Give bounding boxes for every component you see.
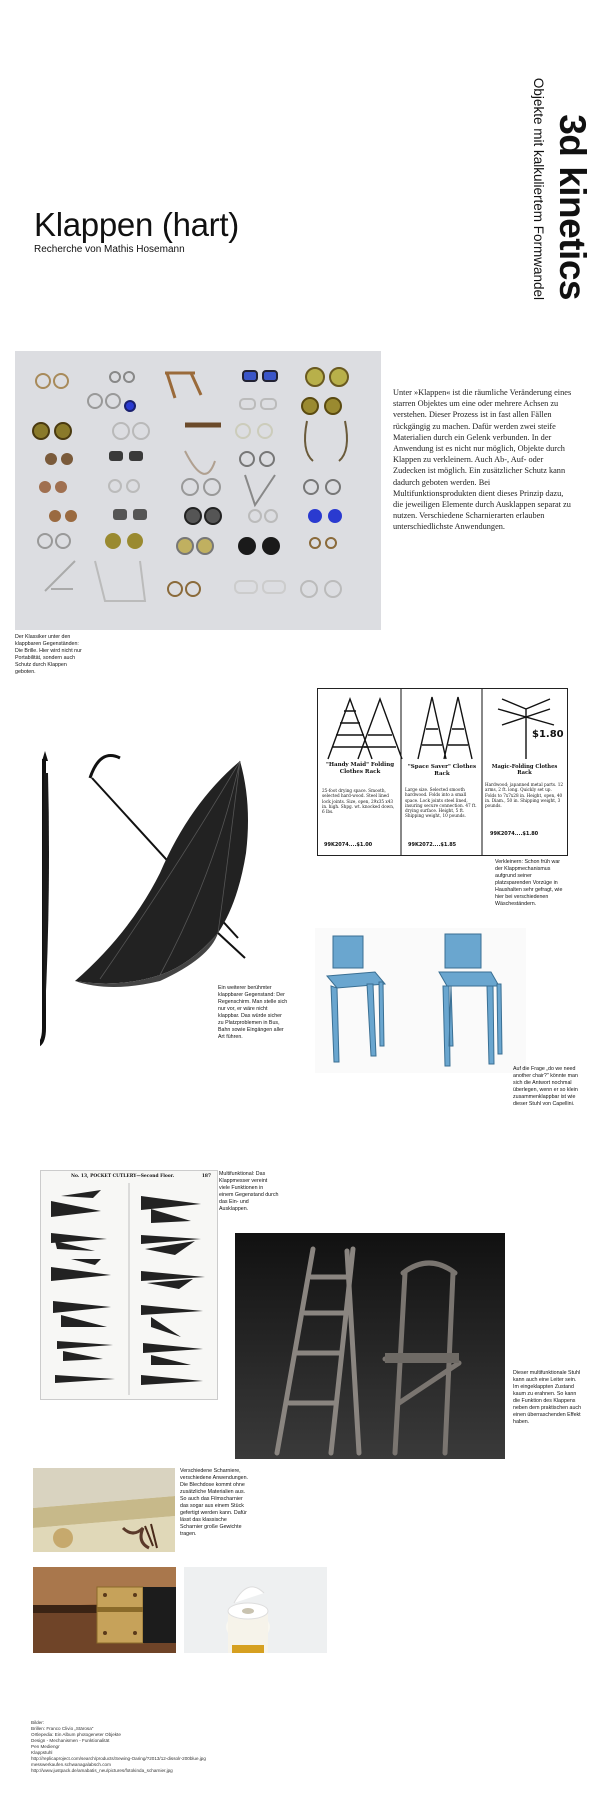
tin-box-photo <box>33 1468 175 1552</box>
credits-line: Klappstuhl <box>31 1750 53 1755</box>
rack1-text: 25-foot drying space. Smooth, selected hard-wood. Steel lined lock joints. Size, open, 29x35 x43 in. high. Shpg. wt. knocked down, 6 lbs. <box>322 788 395 815</box>
caption-hinges: Verschiedene Scharniere, verschiedene Anwendungen. Die Blechdose kommt ohne zusätzliche Materialien aus. So auch das Filmscharnier das sogar aus einem Stück gefertigt werden kann. Dafür lässt das klassische Scharnier große Gewichte tragen. <box>180 1468 249 1537</box>
rack3-text: Hardwood; japanned metal parts. 12 arms, 2 ft. long. Quickly set up. Folds to 7x7x28 in. Height, open, 40 in. Diam., 50 in. Shipping weight, 3 pounds. <box>485 782 564 809</box>
image-credits <box>31 1720 271 1774</box>
credits-line: Ortlepedia: Ein Album photogeneter Objekte <box>31 1732 121 1737</box>
rack3-price: $1.80 <box>532 729 564 740</box>
brass-hinge-illustration <box>33 1567 176 1653</box>
credits-line: Brillen: Franco Clivio „Stärosa" <box>31 1726 94 1731</box>
rack1-title: "Handy Maid" Folding Clothes Rack <box>325 762 395 775</box>
credits-line: Bilder: <box>31 1720 45 1725</box>
page-title: Klappen (hart) <box>34 206 239 243</box>
credits-line: Pen Mediengr <box>31 1744 60 1749</box>
caption-umbrella: Ein weiterer berühmter klappbarer Gegenstand: Der Regenschirm. Man stelle sich nur vor, er wäre nicht klappbar. Das würde sicher zu Platzproblemen in Bus, Bahn sowie Eingängen aller Art führen. <box>218 985 288 1040</box>
caption-ladder: Dieser multifunktionale Stuhl kann auch eine Leiter sein. Im eingeklappten Zustand kaum zu erahnen. So kann die Funktion des Klappens neben dem praktischen auch einen überraschenden Effekt haben. <box>513 1370 582 1425</box>
caption-knives: Multifunktional: Das Klappmesser vereint viele Funktionen in einem Gegenstand durch das Ein- und Ausklappen. <box>219 1171 279 1212</box>
brand-subtitle: Objekte mit kalkuliertem Formwandel <box>531 77 546 300</box>
chairs-illustration <box>315 928 526 1073</box>
film-hinge-cap-photo <box>184 1567 327 1653</box>
rack3-title: Magic-Folding Clothes Rack <box>491 764 558 777</box>
glasses-photo <box>15 351 381 630</box>
rack2-title: "Space Saver" Clothes Rack <box>407 764 477 777</box>
credits-link[interactable]: messwerkaufen.schwanagalabsch.com <box>31 1762 111 1767</box>
film-hinge-illustration <box>184 1567 327 1653</box>
rack1-code: 99K2074....$1.00 <box>324 842 373 848</box>
pocket-knives-catalog <box>40 1170 218 1400</box>
intro-text: Unter »Klappen« ist die räumliche Veränderung eines starren Objektes um eine oder mehrere Achsen zu verstehen. Dieser Prozess ist in fast allen Fällen rückgängig zu machen. Dafür werden zwei steife Materialien durch ein Gelenk verbunden. In der Anwendung ist es nicht nur möglich, Objekte durch Klappen zu verkleinern. Auch Ab-, Auf- oder Zudecken ist möglich. Ein zusätzlicher Schutz kann dadurch geboten werden. Bei Multifunktionsprodukten dient dieses Prinzip dazu, die jeweiligen Elemente durch Ausklappen separat zu nutzen. Verschiedene Scharnierarten erlauben unterschiedlichste Anwendungen. <box>393 388 572 532</box>
glasses-illustration <box>15 351 381 630</box>
ladder-chair-photo <box>235 1233 505 1459</box>
caption-glasses: Der Klassiker unter den klappbaren Gegenständen: Die Brille. Hier wird nicht nur Portabilität, sondern auch Schutz durch Klappen geboten. <box>15 634 82 675</box>
credits-link[interactable]: http://www.justpack.de/amabatis_neu/pictures/fotokinda_scharnier.jpg <box>31 1768 173 1773</box>
knives-illustration <box>41 1171 217 1399</box>
brass-hinge-photo <box>33 1567 176 1653</box>
credits-link[interactable]: http://replicaproject.com/search/products/Sewing-Oaring/?2013/12-dissolr-200blue.jpg <box>31 1756 206 1761</box>
rack3-code: 99K2074....$1.80 <box>490 831 539 837</box>
folding-chairs-photo <box>315 928 526 1073</box>
clothes-rack-catalog <box>317 688 568 856</box>
rack2-text: Large size. Selected smooth hardwood. Folds into a small space. Lock joints steel lined, insuring secure connection. 47 ft. drying surface. Height, 5 ft. Shipping weight, 10 pounds. <box>405 787 477 819</box>
credits-line: Design - Mechanismen - Funktionalität <box>31 1738 110 1743</box>
brand-block <box>508 28 594 300</box>
knives-page-number: 187 <box>201 1174 211 1179</box>
page-subtitle: Recherche von Mathis Hosemann <box>34 244 185 255</box>
ladder-chair-illustration <box>235 1233 505 1459</box>
caption-racks: Verkleinern: Schon früh war der Klappmechanismus aufgrund seiner platzsparenden Vorzüge in Haushalten sehr gefragt, wie hier bei verschiedenen Wäscheständern. <box>495 859 563 907</box>
caption-chairs: Auf die Frage „do we need another chair?" könnte man sich die Antwort nochmal überlegen, wenn er so klein zusammenklappbar ist wie dieser Stuhl von Capellini. <box>513 1066 578 1107</box>
rack2-code: 99K2072....$1.85 <box>408 842 457 848</box>
knives-header: No. 13, POCKET CUTLERY—Second Floor. <box>71 1174 175 1179</box>
tin-box-illustration <box>33 1468 175 1552</box>
brand-title: 3d kinetics <box>552 114 593 300</box>
